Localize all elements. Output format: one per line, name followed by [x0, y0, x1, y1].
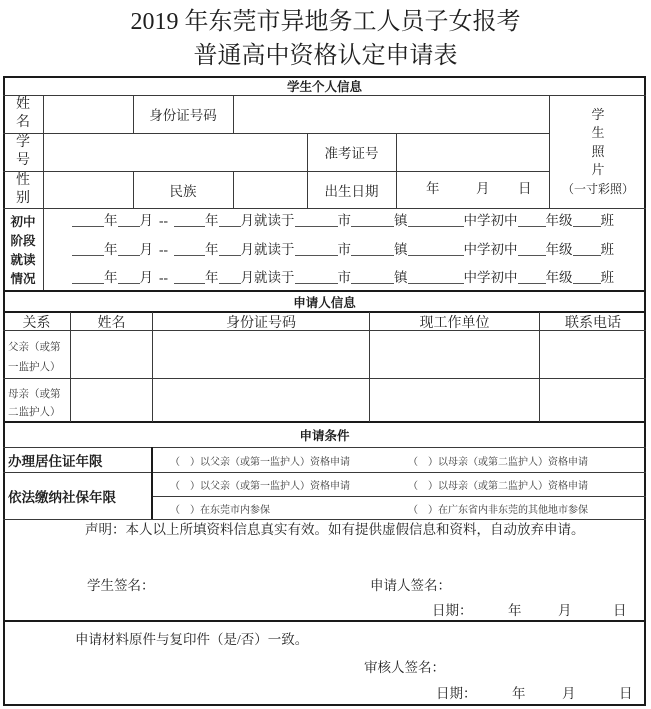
unit-text: 中学初中	[463, 270, 518, 285]
social-option-father[interactable]: （ ）以父亲（或第一监护人）资格申请	[170, 481, 350, 492]
form-title-line-1: 2019 年东莞市异地务工人员子女报考	[130, 9, 521, 35]
junior-high-label-line: 情况	[10, 270, 36, 286]
student-name-field[interactable]	[44, 96, 133, 133]
school-blank[interactable]	[408, 269, 464, 284]
unit-text: 中学初中	[463, 242, 518, 257]
residence-option-mother[interactable]: （ ）以母亲（或第二监护人）资格申请	[408, 456, 588, 468]
junior-high-label	[3, 209, 43, 290]
birth-day-unit: 日	[518, 181, 532, 196]
review-date-label: 日期：	[436, 686, 477, 701]
review-statement: 申请材料原件与复印件（是/否）一致。	[75, 632, 309, 647]
social-option-other-city[interactable]: （ ）在广东省内非东莞的其他地市参保	[408, 504, 588, 516]
unit-text: 市	[337, 242, 351, 257]
gender-label	[3, 171, 43, 208]
form-title-line-2: 普通高中资格认定申请表	[193, 43, 458, 69]
junior-high-row	[72, 268, 614, 288]
mother-id-number-field[interactable]	[153, 379, 369, 421]
town-blank[interactable]	[351, 269, 394, 284]
city-blank[interactable]	[295, 269, 338, 284]
start-year-blank[interactable]	[72, 241, 104, 256]
grade-blank[interactable]	[518, 269, 546, 284]
mother-relation-line-2: 二监护人）	[8, 407, 61, 418]
review-month-unit: 月	[562, 686, 576, 701]
father-relation-line-2: 一监护人）	[8, 362, 61, 373]
grade-blank[interactable]	[518, 212, 546, 227]
divider	[151, 447, 153, 519]
name-label	[3, 95, 43, 133]
gender-label-char: 别	[16, 190, 30, 206]
range-dash: --	[159, 213, 168, 228]
ethnicity-label: 民族	[169, 183, 197, 199]
start-month-blank[interactable]	[118, 269, 140, 284]
mother-name-field[interactable]	[71, 379, 152, 421]
unit-text: 年级	[545, 242, 573, 257]
social-insurance-label: 依法缴纳社保年限	[8, 490, 116, 506]
town-blank[interactable]	[351, 241, 394, 256]
range-dash: --	[159, 270, 168, 285]
junior-high-label-line: 初中	[10, 213, 36, 229]
section-header-student-info: 学生个人信息	[286, 78, 362, 94]
column-header-relation: 关系	[22, 315, 51, 331]
start-month-blank[interactable]	[118, 212, 140, 227]
unit-text: 年级	[545, 213, 573, 228]
end-month-blank[interactable]	[219, 269, 241, 284]
reviewer-signature-label: 审核人签名：	[364, 660, 445, 675]
review-year-unit: 年	[512, 686, 526, 701]
review-day-unit: 日	[619, 686, 633, 701]
end-year-blank[interactable]	[174, 212, 205, 227]
unit-text: 镇	[394, 213, 408, 228]
photo-size-note: （一寸彩照）	[561, 181, 634, 196]
unit-text: 班	[600, 270, 614, 285]
unit-text: 镇	[394, 270, 408, 285]
junior-high-row	[72, 211, 614, 231]
father-name-field[interactable]	[71, 331, 152, 378]
unit-text: 月	[139, 270, 153, 285]
school-blank[interactable]	[408, 241, 464, 256]
unit-text: 年	[205, 270, 219, 285]
declaration-day-unit: 日	[613, 603, 627, 618]
unit-text: 年	[104, 270, 118, 285]
mother-phone-field[interactable]	[540, 379, 644, 421]
father-relation-line-1: 父亲（或第	[8, 342, 61, 353]
student-number-label-char: 号	[16, 153, 30, 168]
student-number-label	[3, 133, 43, 171]
city-blank[interactable]	[295, 212, 338, 227]
class-blank[interactable]	[573, 269, 601, 284]
unit-text: 班	[600, 242, 614, 257]
gender-label-char: 性	[16, 172, 30, 188]
declaration-statement: 声明：本人以上所填资料信息真实有效。如有提供虚假信息和资料，自动放弃申请。	[85, 522, 585, 537]
unit-text: 镇	[394, 242, 408, 257]
divider	[3, 208, 646, 209]
junior-high-label-line: 就读	[10, 251, 36, 267]
start-year-blank[interactable]	[72, 212, 104, 227]
ethnicity-field[interactable]	[234, 172, 307, 208]
exam-number-field[interactable]	[397, 134, 549, 171]
start-year-blank[interactable]	[72, 269, 104, 284]
name-label-char: 姓	[16, 97, 30, 112]
class-blank[interactable]	[573, 212, 601, 227]
student-number-field[interactable]	[44, 134, 307, 171]
unit-text: 年	[104, 242, 118, 257]
unit-text: 年	[205, 242, 219, 257]
declaration-date-label: 日期：	[432, 603, 473, 618]
social-option-mother[interactable]: （ ）以母亲（或第二监护人）资格申请	[408, 481, 588, 492]
unit-text: 月就读于	[240, 213, 295, 228]
photo-label-char: 学	[591, 106, 605, 122]
city-blank[interactable]	[295, 241, 338, 256]
divider	[3, 519, 646, 520]
residence-permit-label: 办理居住证年限	[8, 454, 103, 470]
unit-text: 年	[104, 213, 118, 228]
declaration-year-unit: 年	[508, 603, 522, 618]
start-month-blank[interactable]	[118, 241, 140, 256]
school-blank[interactable]	[408, 212, 464, 227]
residence-option-father[interactable]: （ ）以父亲（或第一监护人）资格申请	[170, 456, 350, 468]
mother-relation-line-1: 母亲（或第	[8, 389, 61, 400]
column-header-employer: 现工作单位	[419, 315, 490, 331]
father-employer-field[interactable]	[370, 331, 539, 378]
divider	[3, 620, 646, 622]
birth-year-unit: 年	[426, 181, 440, 196]
column-header-id-number: 身份证号码	[226, 315, 296, 331]
section-header-applicant-info: 申请人信息	[293, 294, 356, 310]
father-id-number-field[interactable]	[153, 331, 369, 378]
end-year-blank[interactable]	[174, 241, 205, 256]
applicant-signature-label: 申请人签名：	[370, 578, 451, 593]
range-dash: --	[159, 242, 168, 257]
unit-text: 月	[139, 213, 153, 228]
junior-high-label-line: 阶段	[10, 232, 36, 248]
student-number-label-char: 学	[16, 135, 30, 150]
class-blank[interactable]	[573, 241, 601, 256]
column-header-name: 姓名	[97, 315, 126, 331]
end-month-blank[interactable]	[219, 241, 241, 256]
declaration-month-unit: 月	[558, 603, 572, 618]
end-year-blank[interactable]	[174, 269, 205, 284]
column-header-phone: 联系电话	[565, 315, 621, 331]
photo-label-char: 照	[591, 143, 605, 159]
social-option-dongguan[interactable]: （ ）在东莞市内参保	[170, 504, 270, 516]
unit-text: 年	[205, 213, 219, 228]
unit-text: 市	[337, 270, 351, 285]
birth-month-unit: 月	[476, 181, 490, 196]
father-phone-field[interactable]	[540, 331, 644, 378]
unit-text: 月	[139, 242, 153, 257]
town-blank[interactable]	[351, 212, 394, 227]
unit-text: 月就读于	[240, 242, 295, 257]
exam-number-label: 准考证号	[324, 146, 379, 161]
photo-label-char: 生	[591, 125, 605, 141]
unit-text: 班	[600, 213, 614, 228]
student-signature-label: 学生签名：	[87, 578, 155, 593]
gender-field[interactable]	[44, 172, 133, 208]
unit-text: 年级	[545, 270, 573, 285]
student-photo-box[interactable]	[550, 96, 646, 208]
mother-employer-field[interactable]	[370, 379, 539, 421]
student-id-number-field[interactable]	[234, 96, 549, 133]
name-label-char: 名	[16, 115, 30, 130]
photo-label-char: 片	[591, 162, 605, 178]
grade-blank[interactable]	[518, 241, 546, 256]
junior-high-row	[72, 240, 614, 260]
unit-text: 中学初中	[463, 213, 518, 228]
id-number-label: 身份证号码	[149, 108, 217, 123]
birth-date-label: 出生日期	[324, 183, 379, 199]
unit-text: 月就读于	[240, 270, 295, 285]
unit-text: 市	[337, 213, 351, 228]
end-month-blank[interactable]	[219, 212, 241, 227]
section-header-conditions: 申请条件	[299, 428, 350, 443]
